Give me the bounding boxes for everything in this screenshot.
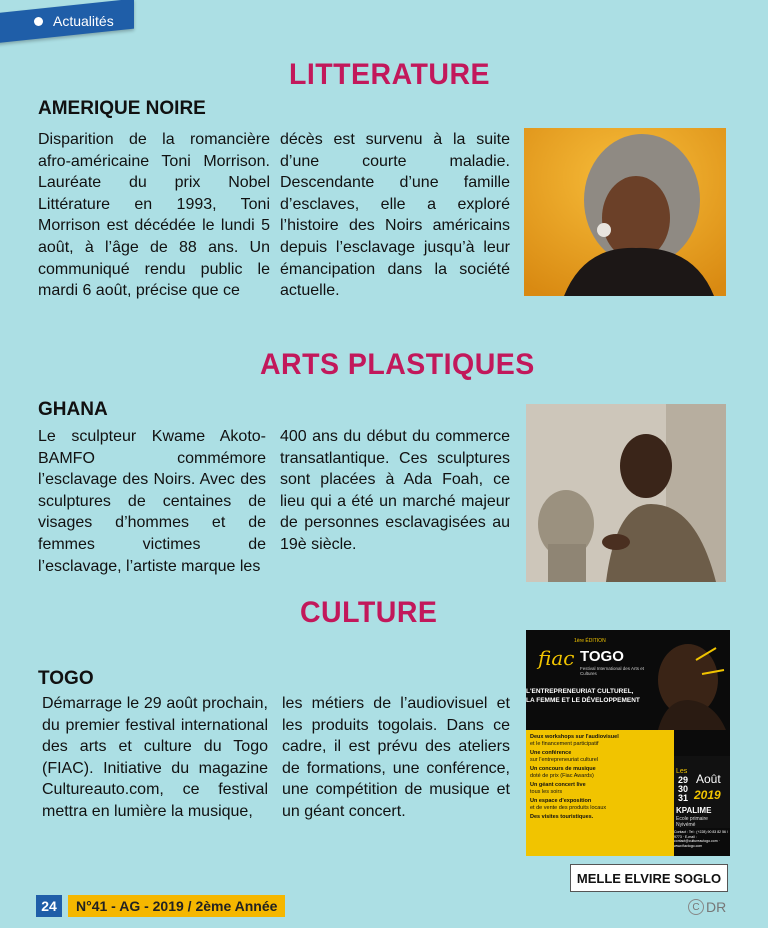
- photo-sculptor: [526, 404, 726, 582]
- poster-item-title: Un géant concert live: [530, 782, 586, 788]
- poster-logo: fiac: [538, 646, 575, 670]
- photo-credit: [688, 899, 726, 915]
- poster-date-prefix: Les: [676, 768, 688, 775]
- poster-item-detail: et le financement participatif: [530, 741, 599, 747]
- poster-edition: 1ère ÉDITION: [574, 638, 606, 644]
- poster-theme-1: L'ENTREPRENEURIAT CULTUREL,: [526, 688, 634, 695]
- poster-venue: Ecole primaire Nyivémé: [676, 816, 708, 828]
- article-2-col-2: 400 ans du début du commerce transatlantique. Ces sculptures sont placées à Ada Foah, ce lieu qui a été un marché majeur de personnes esclavagisées au 19è siècle.: [280, 428, 510, 553]
- poster-program-list: [530, 734, 670, 821]
- poster-item-title: Des visites touristiques.: [530, 814, 594, 820]
- poster-item-detail: sur l'entrepreneuriat culturel: [530, 757, 599, 763]
- poster-item-title: Deux workshops sur l'audiovisuel: [530, 734, 619, 740]
- poster-item-title: Un concours de musique: [530, 766, 596, 772]
- poster-day: 31: [678, 793, 689, 803]
- article-2-col-1: Le sculpteur Kwame Akoto-BAMFO commémore l’esclavage des Noirs. Avec des sculptures de centaines de visages d’hommes et de femmes victimes de l’esclavage, l’artiste marque les: [38, 428, 266, 575]
- poster-theme-2: LA FEMME ET LE DÉVELOPPEMENT: [526, 697, 640, 704]
- poster-country: TOGO: [580, 648, 624, 665]
- subheading-togo: TOGO: [38, 668, 94, 689]
- copyright-icon: C: [688, 899, 704, 915]
- heading-culture: CULTURE: [300, 596, 438, 629]
- section-tag: Actualités: [53, 13, 114, 29]
- poster-days: [678, 776, 688, 803]
- heading-litterature: LITTERATURE: [289, 58, 491, 91]
- poster-contact: Contact : Tel : (+228) 90 83 82 56 / 9773 · E-mail : contact@cultureautogo.com · www.fiactogo.com: [674, 830, 728, 848]
- section-ribbon: [0, 0, 134, 43]
- article-3-col-2: les métiers de l’audiovisuel et les produits togolais. Dans ce cadre, il est prévu des ateliers de formations, une conférence, une compétition de musique et un géant concert.: [282, 695, 510, 820]
- poster-month: Août: [696, 772, 721, 786]
- poster-city: KPALIME: [676, 806, 712, 815]
- photo-caption: MELLE ELVIRE SOGLO: [570, 864, 728, 892]
- fiac-poster: [526, 630, 730, 856]
- poster-item-detail: doté de prix (Fiac Awards): [530, 773, 594, 779]
- article-1-col-2: décès est survenu à la suite d’une courte maladie. Descendante d’une famille d’esclaves, elle a exploré l’histoire des Noirs américains depuis l’esclavage jusqu’à leur émancipation dans la société actuelle.: [280, 131, 510, 300]
- subheading-ghana: GHANA: [38, 399, 108, 420]
- poster-day: 29: [678, 775, 689, 785]
- poster-day: 30: [678, 784, 689, 794]
- credit-text: DR: [706, 899, 727, 915]
- poster-item-detail: et de vente des produits locaux: [530, 805, 607, 811]
- heading-arts-plastiques: ARTS PLASTIQUES: [260, 348, 535, 381]
- article-3-col-1: Démarrage le 29 août prochain, du premier festival international des arts et culture du Togo (FIAC). Initiative du magazine Cultureauto.com, ce festival mettra en lumière la musique,: [42, 695, 268, 820]
- photo-toni-morrison: [524, 128, 726, 296]
- article-1-col-1: Disparition de la romancière afro-américaine Toni Morrison. Lauréate du prix Nobel Littérature en 1993, Toni Morrison est décédée le lundi 5 août, à l’âge de 88 ans. Un communiqué rendu public le mardi 6 août, précise que ce: [38, 131, 270, 300]
- poster-item-title: Un espace d'exposition: [530, 798, 592, 804]
- poster-item-title: Une conférence: [530, 750, 572, 756]
- subheading-amerique-noire: AMERIQUE NOIRE: [38, 98, 206, 119]
- poster-year: 2019: [694, 788, 721, 802]
- poster-item-detail: tous les soirs: [530, 789, 563, 795]
- bullet-icon: [34, 17, 43, 26]
- issue-label: N°41 - AG - 2019 / 2ème Année: [68, 895, 285, 917]
- poster-subtitle: Festival International des Arts et Cultures: [580, 666, 645, 676]
- page-number: 24: [36, 895, 62, 917]
